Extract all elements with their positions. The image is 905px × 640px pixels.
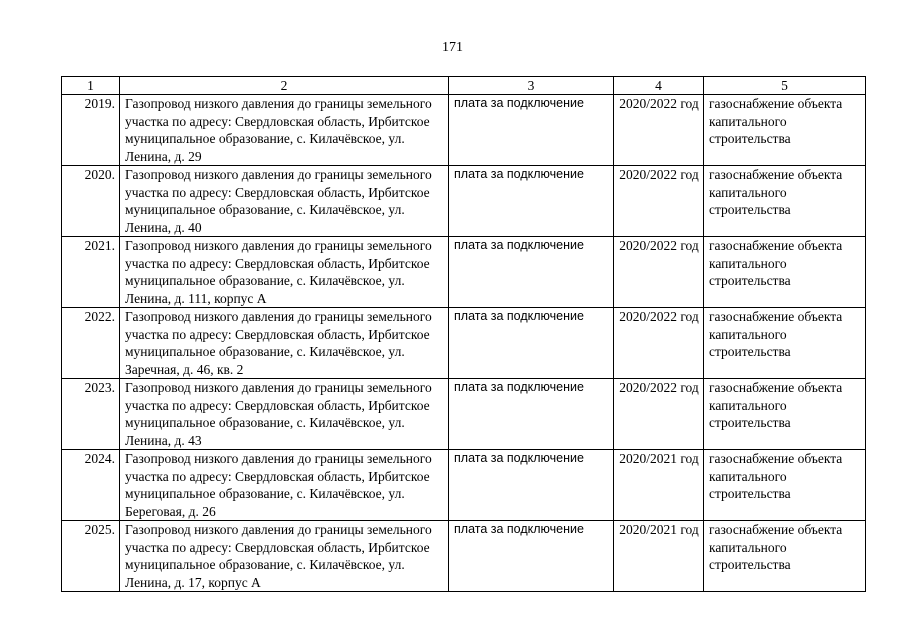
project-goal: газоснабжение объекта капитального строительства <box>704 308 866 379</box>
implementation-period: 2020/2022 год <box>614 308 704 379</box>
financing-method: плата за подключение <box>449 521 614 592</box>
row-number: 2024. <box>62 450 120 521</box>
row-number: 2019. <box>62 95 120 166</box>
investment-table <box>61 76 866 592</box>
financing-method: плата за подключение <box>449 237 614 308</box>
implementation-period: 2020/2021 год <box>614 450 704 521</box>
financing-method: плата за подключение <box>449 450 614 521</box>
object-description: Газопровод низкого давления до границы земельного участка по адресу: Свердловская область, Ирбитское муниципальное образование, с. Килачёвское, ул. Ленина, д. 17, корпус А <box>120 521 449 592</box>
object-description: Газопровод низкого давления до границы земельного участка по адресу: Свердловская область, Ирбитское муниципальное образование, с. Килачёвское, ул. Ленина, д. 29 <box>120 95 449 166</box>
implementation-period: 2020/2021 год <box>614 521 704 592</box>
object-description: Газопровод низкого давления до границы земельного участка по адресу: Свердловская область, Ирбитское муниципальное образование, с. Килачёвское, ул. Ленина, д. 40 <box>120 166 449 237</box>
table-row <box>62 450 866 521</box>
table-row <box>62 308 866 379</box>
column-header-5: 5 <box>704 77 866 95</box>
table-header-row <box>62 77 866 95</box>
row-number: 2023. <box>62 379 120 450</box>
project-goal: газоснабжение объекта капитального строительства <box>704 379 866 450</box>
object-description: Газопровод низкого давления до границы земельного участка по адресу: Свердловская область, Ирбитское муниципальное образование, с. Килачёвское, ул. Ленина, д. 111, корпус А <box>120 237 449 308</box>
table-row <box>62 166 866 237</box>
financing-method: плата за подключение <box>449 379 614 450</box>
column-header-2: 2 <box>120 77 449 95</box>
table-row <box>62 521 866 592</box>
implementation-period: 2020/2022 год <box>614 95 704 166</box>
project-goal: газоснабжение объекта капитального строительства <box>704 521 866 592</box>
column-header-4: 4 <box>614 77 704 95</box>
row-number: 2021. <box>62 237 120 308</box>
project-goal: газоснабжение объекта капитального строительства <box>704 237 866 308</box>
financing-method: плата за подключение <box>449 308 614 379</box>
implementation-period: 2020/2022 год <box>614 237 704 308</box>
implementation-period: 2020/2022 год <box>614 379 704 450</box>
page-number: 171 <box>442 40 463 55</box>
row-number: 2020. <box>62 166 120 237</box>
project-goal: газоснабжение объекта капитального строительства <box>704 166 866 237</box>
object-description: Газопровод низкого давления до границы земельного участка по адресу: Свердловская область, Ирбитское муниципальное образование, с. Килачёвское, ул. Береговая, д. 26 <box>120 450 449 521</box>
project-goal: газоснабжение объекта капитального строительства <box>704 95 866 166</box>
implementation-period: 2020/2022 год <box>614 166 704 237</box>
object-description: Газопровод низкого давления до границы земельного участка по адресу: Свердловская область, Ирбитское муниципальное образование, с. Килачёвское, ул. Ленина, д. 43 <box>120 379 449 450</box>
table-row <box>62 237 866 308</box>
table-row <box>62 95 866 166</box>
object-description: Газопровод низкого давления до границы земельного участка по адресу: Свердловская область, Ирбитское муниципальное образование, с. Килачёвское, ул. Заречная, д. 46, кв. 2 <box>120 308 449 379</box>
column-header-1: 1 <box>62 77 120 95</box>
row-number: 2025. <box>62 521 120 592</box>
financing-method: плата за подключение <box>449 95 614 166</box>
column-header-3: 3 <box>449 77 614 95</box>
project-goal: газоснабжение объекта капитального строительства <box>704 450 866 521</box>
row-number: 2022. <box>62 308 120 379</box>
table-row <box>62 379 866 450</box>
financing-method: плата за подключение <box>449 166 614 237</box>
